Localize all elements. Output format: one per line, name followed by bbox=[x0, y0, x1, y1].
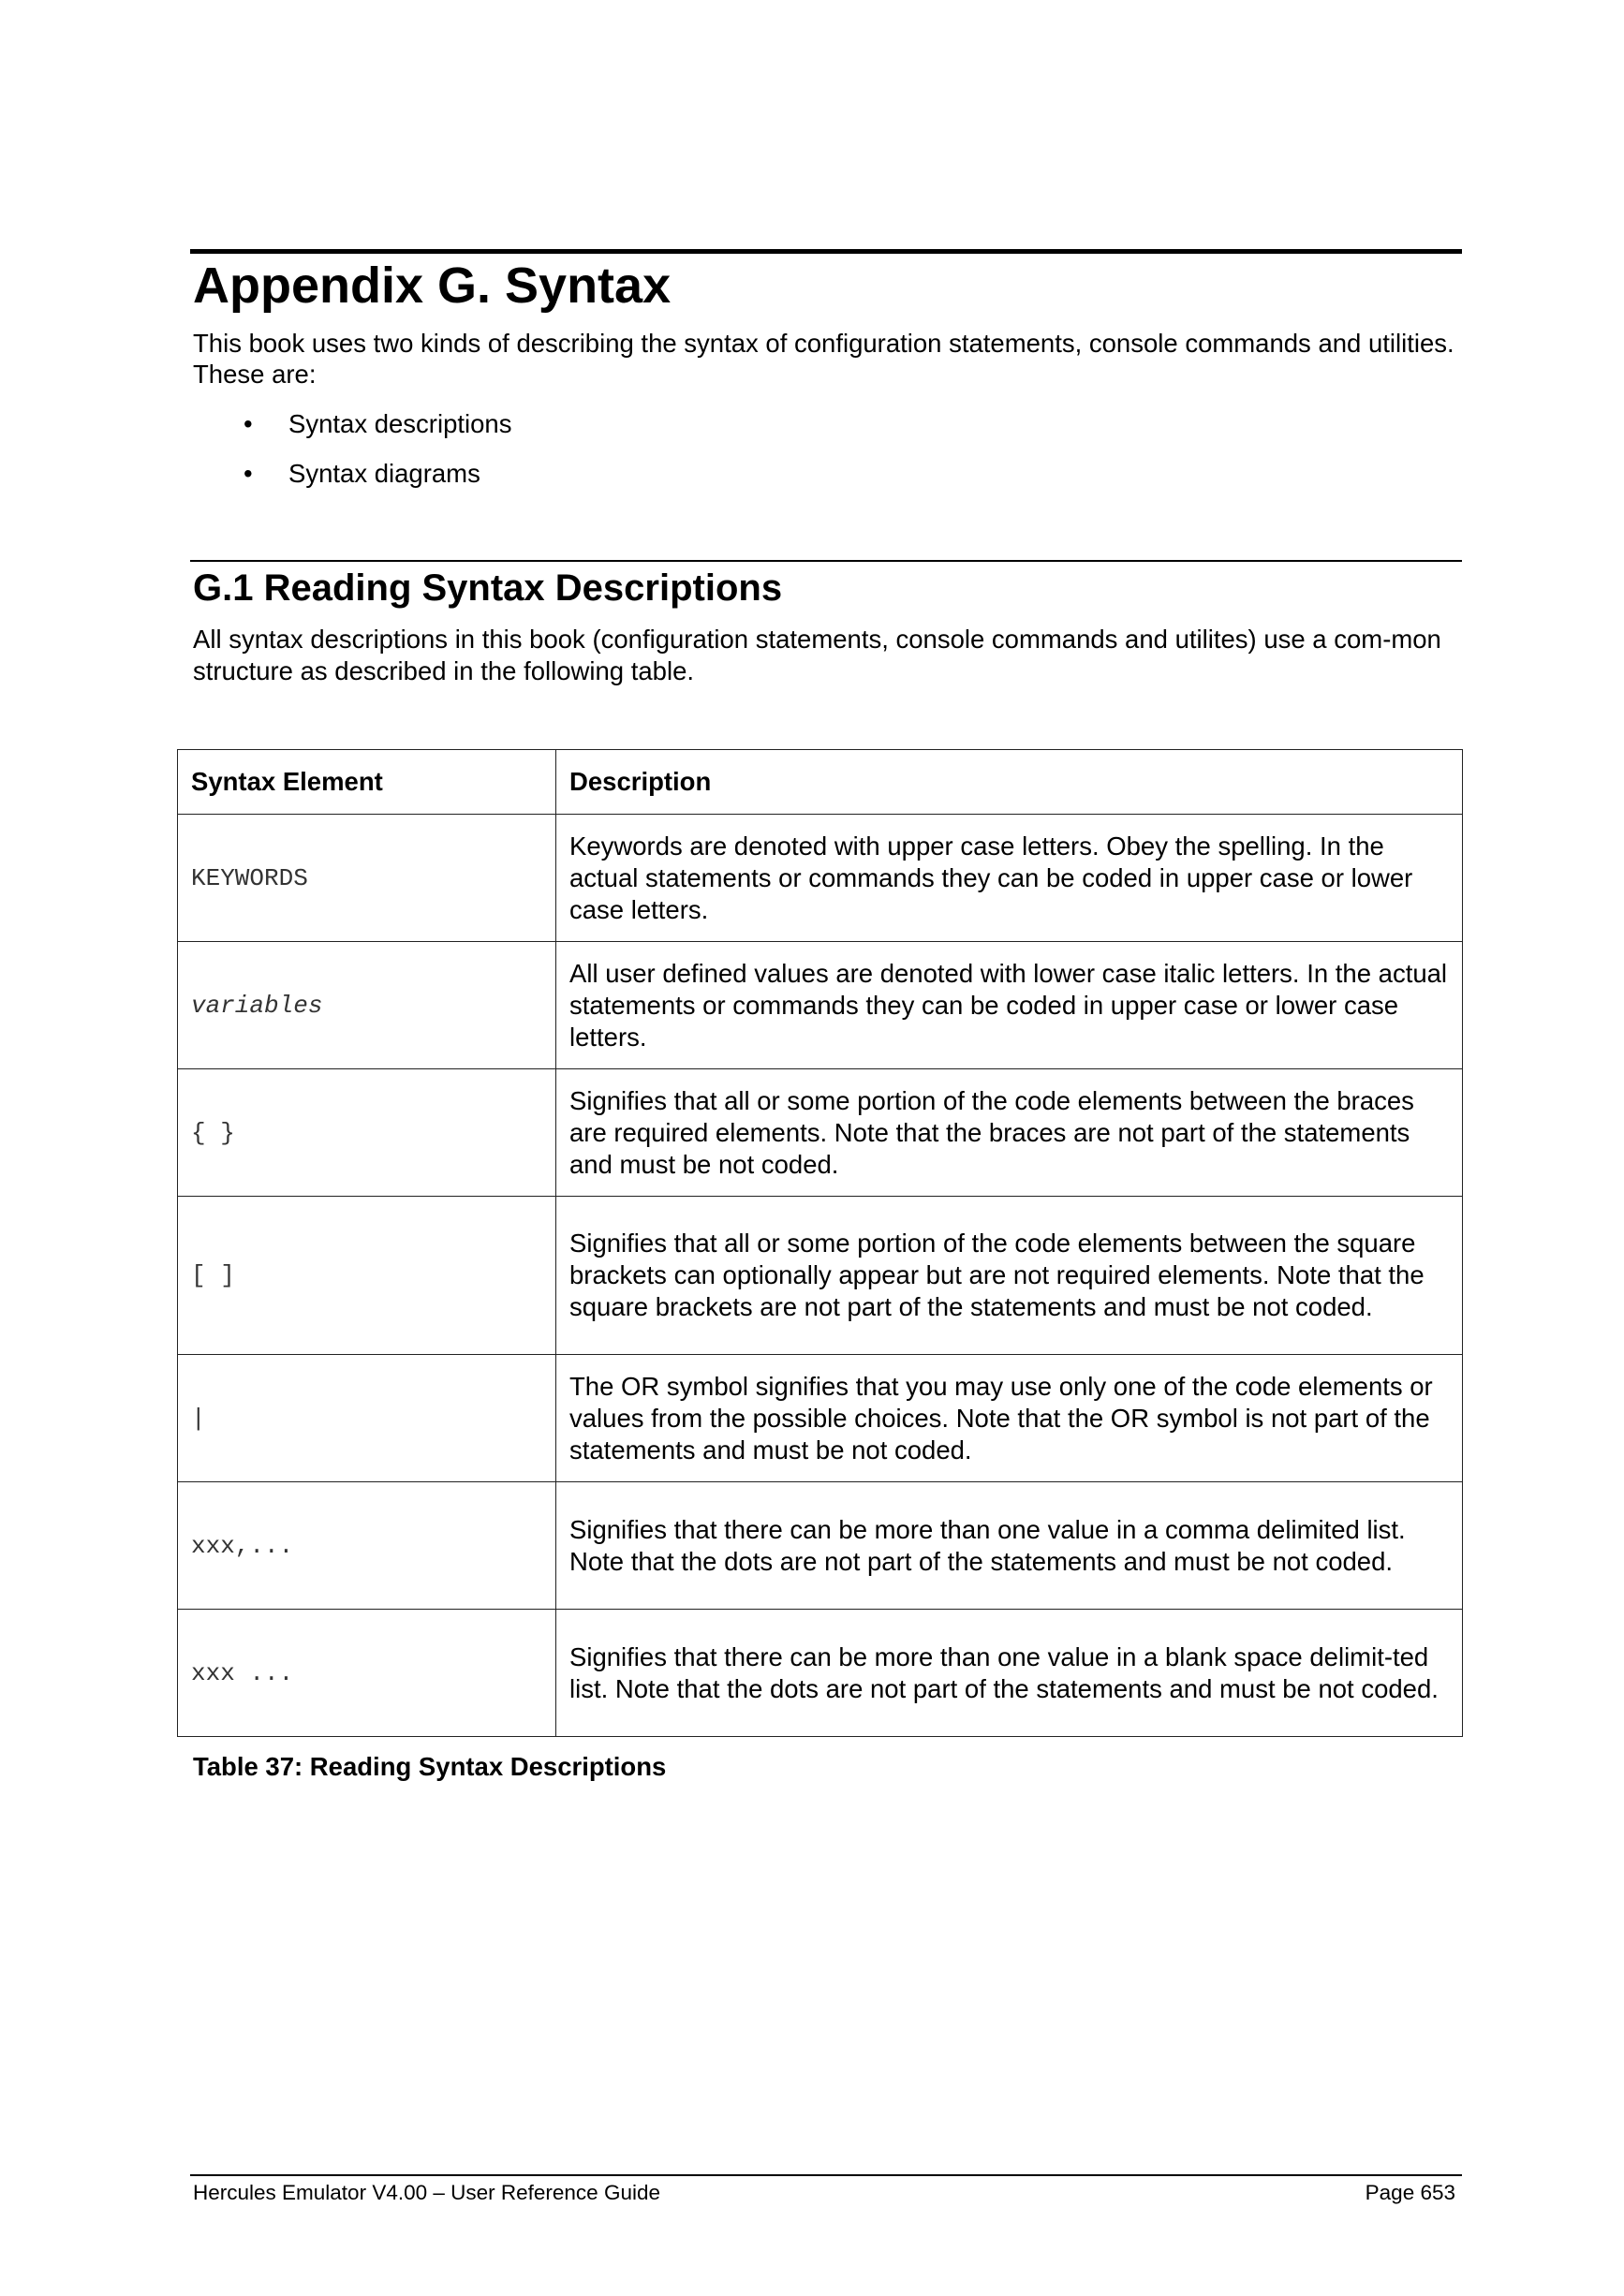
table-row bbox=[178, 815, 1463, 942]
description-cell: All user defined values are denoted with lower case italic letters. In the actual statements or commands they can be coded in upper case or lower case letters. bbox=[556, 942, 1463, 1069]
syntax-element-cell: { } bbox=[178, 1069, 556, 1197]
list-item bbox=[193, 458, 511, 508]
description-cell: Keywords are denoted with upper case letters. Obey the spelling. In the actual statements or commands they can be coded in upper case or lower case letters. bbox=[556, 815, 1463, 942]
table-row bbox=[178, 1069, 1463, 1197]
bullet-icon: • bbox=[244, 459, 253, 488]
syntax-table bbox=[177, 749, 1463, 1737]
section-intro: All syntax descriptions in this book (configuration statements, console commands and utilites) use a com-mon structure as described in the following table. bbox=[193, 625, 1441, 685]
list-item-label: Syntax diagrams bbox=[288, 459, 480, 488]
table-row bbox=[178, 1610, 1463, 1737]
appendix-title: Appendix G. Syntax bbox=[193, 258, 672, 314]
footer-document-title: Hercules Emulator V4.00 – User Reference Guide bbox=[193, 2181, 660, 2204]
column-header-syntax-element: Syntax Element bbox=[178, 750, 556, 815]
syntax-kinds-list bbox=[193, 408, 511, 508]
section-top-rule bbox=[190, 560, 1462, 562]
list-item-label: Syntax descriptions bbox=[288, 409, 512, 438]
syntax-element-cell: xxx,... bbox=[178, 1482, 556, 1610]
appendix-top-rule bbox=[190, 249, 1462, 254]
table-caption: Table 37: Reading Syntax Descriptions bbox=[193, 1752, 667, 1781]
section-title: G.1 Reading Syntax Descriptions bbox=[193, 567, 783, 609]
description-cell: Signifies that there can be more than one value in a comma delimited list. Note that the dots are not part of the statements and must be not coded. bbox=[556, 1482, 1463, 1610]
column-header-description: Description bbox=[556, 750, 1463, 815]
table-row bbox=[178, 1482, 1463, 1610]
table-row bbox=[178, 1197, 1463, 1355]
syntax-element-cell: | bbox=[178, 1355, 556, 1482]
syntax-element-cell: variables bbox=[178, 942, 556, 1069]
syntax-element-cell: xxx ... bbox=[178, 1610, 556, 1737]
footer-page-number: Page 653 bbox=[1365, 2181, 1455, 2204]
footer-rule bbox=[190, 2174, 1462, 2176]
list-item bbox=[193, 408, 511, 458]
description-cell: The OR symbol signifies that you may use only one of the code elements or values from the possible choices. Note that the OR symbol is not part of the statements and must be not coded. bbox=[556, 1355, 1463, 1482]
bullet-icon: • bbox=[244, 409, 253, 438]
table-row bbox=[178, 1355, 1463, 1482]
table-header-row bbox=[178, 750, 1463, 815]
description-cell: Signifies that all or some portion of the code elements between the braces are required elements. Note that the braces are not part of the statements and must be not coded. bbox=[556, 1069, 1463, 1197]
description-cell: Signifies that all or some portion of the code elements between the square brackets can optionally appear but are not required elements. Note that the square brackets are not part of the statements and must be not coded. bbox=[556, 1197, 1463, 1355]
syntax-element-cell: [ ] bbox=[178, 1197, 556, 1355]
syntax-element-cell: KEYWORDS bbox=[178, 815, 556, 942]
appendix-intro: This book uses two kinds of describing the syntax of configuration statements, console commands and utilities. These are: bbox=[193, 329, 1454, 389]
description-cell: Signifies that there can be more than one value in a blank space delimit-ted list. Note that the dots are not part of the statements and must be not coded. bbox=[556, 1610, 1463, 1737]
table-row bbox=[178, 942, 1463, 1069]
